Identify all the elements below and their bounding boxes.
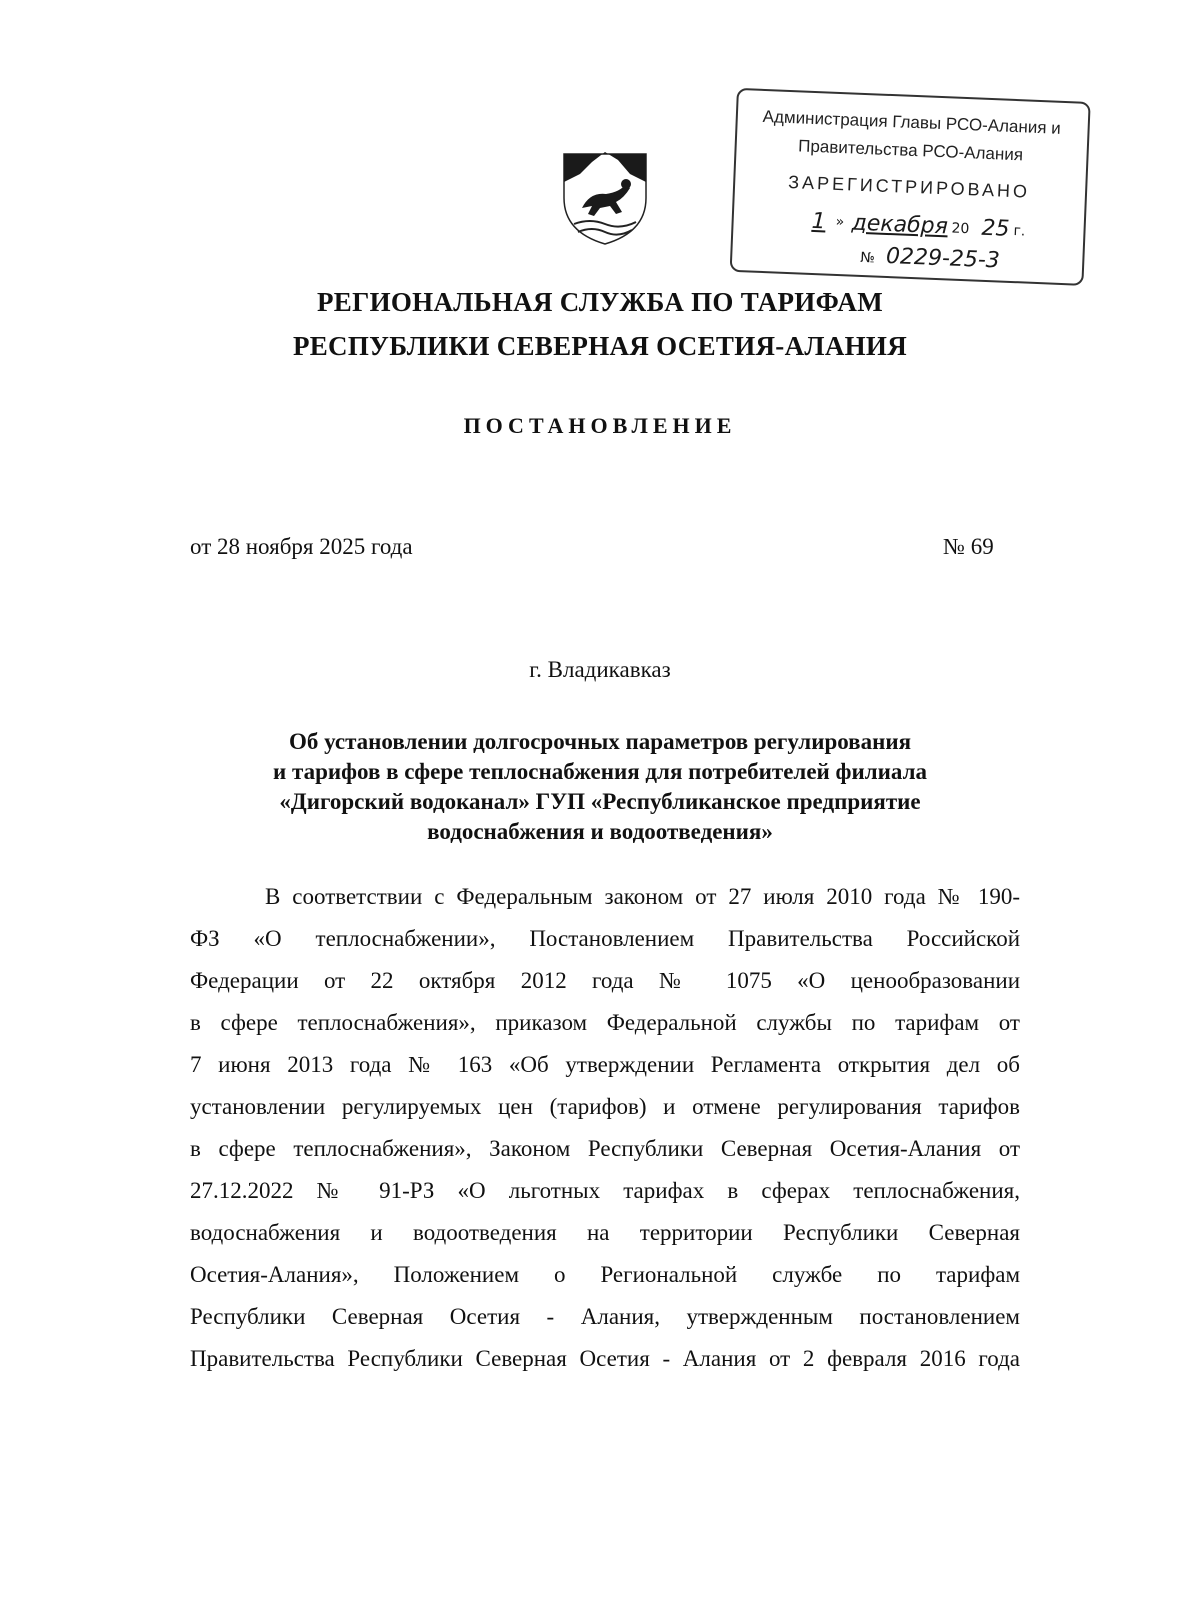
stamp-day: 1 (811, 208, 827, 235)
stamp-year-unit: г. (1013, 223, 1026, 240)
coat-of-arms-emblem (560, 148, 650, 246)
document-title (150, 727, 1050, 847)
organization-name-line-2: РЕСПУБЛИКИ СЕВЕРНАЯ ОСЕТИЯ-АЛАНИЯ (292, 331, 908, 361)
stamp-year-suffix: 25 (981, 215, 1011, 242)
body-line: ФЗ «О теплоснабжении», Постановлением Правительства Российской (190, 926, 1020, 951)
body-line: водоснабжения и водоотведения на территории Республики Северная (190, 1220, 1020, 1245)
document-number: № 69 (943, 534, 994, 559)
body-line: в сфере теплоснабжения», Законом Республики Северная Осетия-Алания от (190, 1136, 1020, 1161)
stamp-number-label: № (859, 249, 876, 267)
stamp-number-value: 0229-25-3 (885, 243, 1001, 274)
body-line: установлении регулируемых цен (тарифов) и отмене регулирования тарифов (190, 1094, 1020, 1119)
body-line: 27.12.2022 № 91-РЗ «О льготных тарифах в сферах теплоснабжения, (190, 1178, 1020, 1203)
stamp-quote: » (835, 213, 845, 231)
document-body (190, 876, 1020, 1380)
document-date: от 28 ноября 2025 года (190, 534, 413, 559)
registration-stamp (729, 88, 1098, 294)
body-line: В соответствии с Федеральным законом от 27 июля 2010 года № 190- (265, 884, 1020, 909)
body-line: Республики Северная Осетия - Алания, утвержденным постановлением (190, 1304, 1020, 1329)
stamp-year-prefix: 20 (951, 220, 970, 238)
title-line: «Дигорский водоканал» ГУП «Республиканское предприятие (279, 789, 921, 814)
title-line: Об установлении долгосрочных параметров регулирования (288, 729, 912, 754)
title-line: водоснабжения и водоотведения» (427, 819, 773, 844)
body-line: Правительства Республики Северная Осетия - Алания от 2 февраля 2016 года (190, 1346, 1020, 1371)
document-type-heading: ПОСТАНОВЛЕНИЕ (463, 413, 737, 438)
title-line: и тарифов в сфере теплоснабжения для потребителей филиала (273, 759, 927, 784)
stamp-month: декабря (851, 210, 949, 240)
organization-name-line-1: РЕГИОНАЛЬНАЯ СЛУЖБА ПО ТАРИФАМ (317, 287, 883, 317)
body-line: Федерации от 22 октября 2012 года № 1075 «О ценообразовании (190, 968, 1020, 993)
stamp-registered-label: ЗАРЕГИСТРИРОВАНО (787, 171, 1031, 202)
body-line: 7 июня 2013 года № 163 «Об утверждении Регламента открытия дел об (190, 1052, 1020, 1077)
document-city: г. Владикавказ (529, 657, 671, 682)
stamp-authority-line: Администрация Главы РСО-Алания и (762, 106, 1062, 138)
stamp-government-line: Правительства РСО-Алания (797, 136, 1024, 165)
body-line: Осетия-Алания», Положением о Региональной службе по тарифам (190, 1262, 1020, 1287)
body-line: в сфере теплоснабжения», приказом Федеральной службы по тарифам от (190, 1010, 1020, 1035)
